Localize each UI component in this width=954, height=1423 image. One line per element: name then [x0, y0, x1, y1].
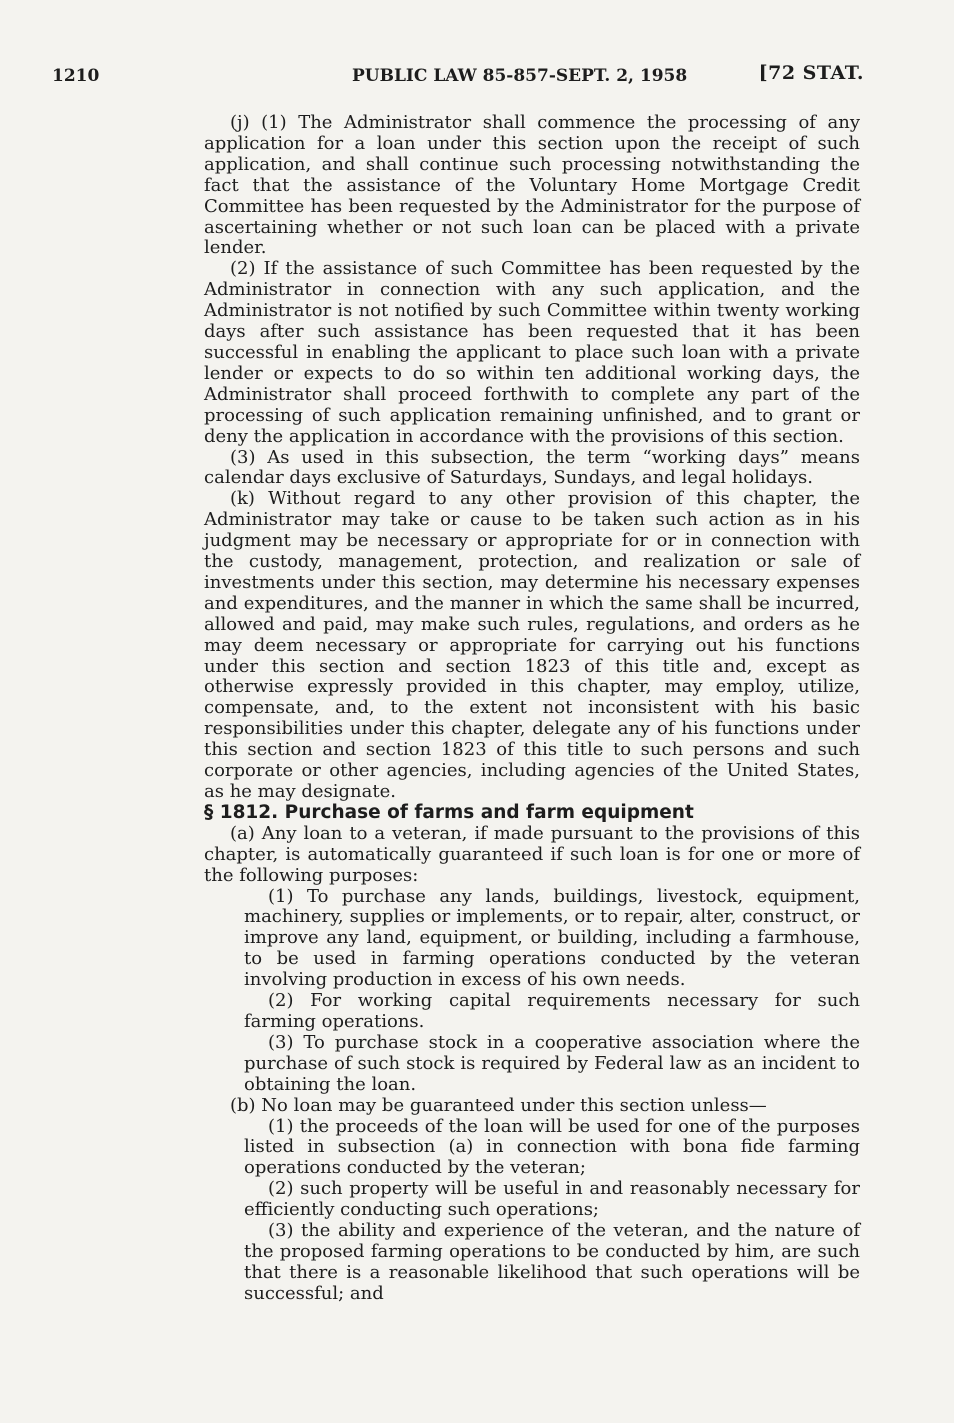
- page-header: [52, 62, 864, 88]
- section-a-item-1: (1) To purchase any lands, buildings, livestock, equipment, machinery, supplies or implements, or to repair, alter, construct, or improve any land, equipment, or building, including a farmhouse, to be used in farming operations conducted by the veteran involving production in excess of his own needs.: [244, 885, 860, 991]
- body-text: [204, 113, 860, 1305]
- statute-volume: [72 STAT.: [758, 62, 864, 84]
- section-a-item-2: (2) For working capital requirements necessary for such farming operations.: [244, 990, 860, 1032]
- paragraph-k: (k) Without regard to any other provision of this chapter, the Administrator may take or cause to be taken such action as in his judgment may be necessary or appropriate for or in connection with the custody, management, protection, and realization or sale of investments under this section, may determine his necessary expenses and expenditures, and the manner in which the same shall be incurred, allowed and paid, may make such rules, regulations, and orders as he may deem necessary or appropriate for carrying out his functions under this section and section 1823 of this title and, except as otherwise expressly provided in this chapter, may employ, utilize, compensate, and, to the extent not inconsistent with his basic responsibilities under this chapter, delegate any of his functions under this section and section 1823 of this title to such persons and such corporate or other agencies, including agencies of the United States, as he may designate.: [204, 488, 860, 802]
- section-heading: § 1812. Purchase of farms and farm equipment: [204, 801, 694, 823]
- page-number: 1210: [52, 66, 100, 86]
- paragraph-j3: (3) As used in this subsection, the term “working days” means calendar days exclusive of Saturdays, Sundays, and legal holidays.: [204, 446, 860, 489]
- section-b-item-2: (2) such property will be useful in and reasonably necessary for efficiently conducting such operations;: [244, 1178, 860, 1221]
- running-title: PUBLIC LAW 85-857-SEPT. 2, 1958: [352, 66, 688, 86]
- section-b-intro: (b) No loan may be guaranteed under this section unless—: [230, 1094, 767, 1116]
- section-a-intro: (a) Any loan to a veteran, if made pursuant to the provisions of this chapter, is automatically guaranteed if such loan is for one or more of the following purposes:: [204, 822, 860, 886]
- paragraph-j2: (2) If the assistance of such Committee has been requested by the Administrator in connection with any such application, and the Administrator is not notified by such Committee within twenty working days after such assistance has been requested that it has been successful in enabling the applicant to place such loan with a private lender or expects to do so within ten additional working days, the Administrator shall proceed forthwith to complete any part of the processing of such application remaining unfinished, and to grant or deny the application in accordance with the provisions of this section.: [204, 258, 860, 447]
- section-a-item-3: (3) To purchase stock in a cooperative association where the purchase of such stock is required by Federal law as an incident to obtaining the loan.: [244, 1031, 860, 1095]
- section-b-item-3: (3) the ability and experience of the veteran, and the nature of the proposed farming operations to be conducted by him, are such that there is a reasonable likelihood that such operations will be successful; and: [244, 1220, 860, 1304]
- section-b-item-1: (1) the proceeds of the loan will be used for one of the purposes listed in subsection (a) in connection with bona fide farming operations conducted by the veteran;: [244, 1115, 860, 1179]
- paragraph-j1: (j) (1) The Administrator shall commence the processing of any application for a loan under this section upon the receipt of such application, and shall continue such processing notwithstanding the fact that the assistance of the Voluntary Home Mortgage Credit Committee has been requested by the Administrator for the purpose of ascertaining whether or not such loan can be placed with a private lender.: [204, 112, 860, 259]
